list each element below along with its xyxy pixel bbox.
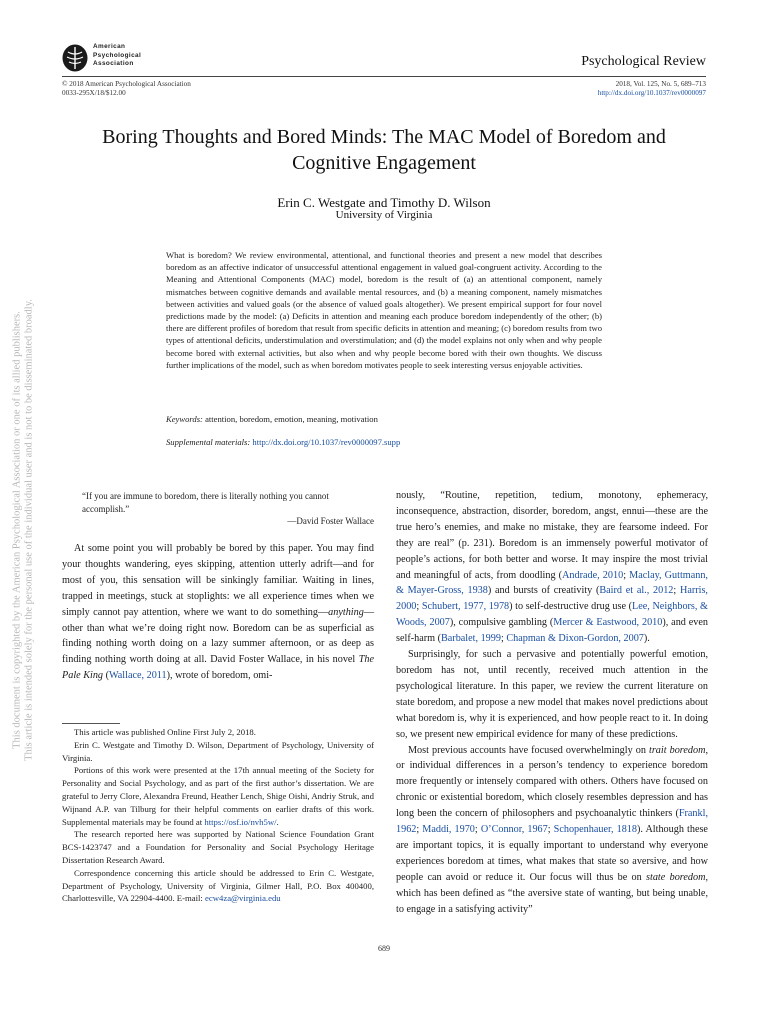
paragraph-1: nously, “Routine, repetition, tedium, monotony, ephemeracy, inconsequence, abstraction, disorder, boredom, angst, ennui—these are the true hero’s enemies, and make no mistake, they are fearsome indeed. For they are real” (p. 231). Boredom is an immensely powerful motivator of people’s actions, for both better and worse. It may inspire the most trivial and meaningful of acts, from doodling (Andrade, 2010; Maclay, Guttmann, & Mayer-Gross, 1938) and bursts of creativity (Baird et al., 2012; Harris, 2000; Schubert, 1977, 1978) to self-destructive drug use (Lee, Neighbors, & Woods, 2007), compulsive gambling (Mercer & Eastwood, 2010), and even self-harm (Barbalet, 1999; Chapman & Dixon-Gordon, 2007). — [396, 490, 708, 645]
citation-link[interactable]: Wallace, 2011 — [108, 670, 167, 682]
citation-link[interactable]: Frankl, 1962 — [396, 808, 708, 836]
epigraph-source: —David Foster Wallace — [287, 516, 374, 526]
citation-link[interactable]: O’Connor, 1967 — [480, 824, 548, 836]
footnote-publication: This article was published Online First July 2, 2018. — [74, 727, 256, 737]
footnote-funding: The research reported here was supported by National Science Foundation Grant BCS-1423747 and a Foundation for Personality and Social Psychology Heritage Dissertation Research Award. — [62, 829, 374, 865]
supp-link[interactable]: http://dx.doi.org/10.1037/rev0000097.supp — [252, 437, 401, 447]
citation-link[interactable]: Andrade, 2010 — [562, 569, 624, 581]
volume-info: 2018, Vol. 125, No. 5, 689–713 http://dx.doi.org/10.1037/rev0000097 — [597, 80, 706, 97]
journal-name: Psychological Review — [581, 54, 706, 69]
email-link[interactable]: ecw4za@virginia.edu — [205, 893, 281, 904]
epigraph-quote: “If you are immune to boredom, there is literally nothing you cannot accomplish.” — [82, 491, 329, 514]
citation-link[interactable]: Chapman & Dixon-Gordon, 2007 — [506, 633, 644, 645]
publisher-name: American Psychological Association — [93, 43, 142, 68]
doi-link[interactable]: http://dx.doi.org/10.1037/rev0000097 — [597, 89, 706, 97]
citation-link[interactable]: Maddi, 1970 — [422, 824, 475, 836]
footnote-rule — [62, 723, 120, 724]
citation-link[interactable]: Mercer & Eastwood, 2010 — [553, 617, 663, 629]
citation-link[interactable]: Schopenhauer, 1818 — [553, 824, 637, 836]
intro-paragraph: At some point you will probably be bored by this paper. You may find your thoughts wandering, eyes skipping, attention utterly adrift—and for most of you, this sensation will be sinkingly familiar. Waiting in lines, trapped in meetings, stuck at stoplights: we all experience times when we simply cannot pay attention, where we want to do something—anything—other than what we’re doing right now. Boredom can be as superficial as finding nothing worth doing on a lazy summer afternoon, or as deep as finding nothing worth doing at all. David Foster Wallace, in his novel The Pale King (Wallace, 2011), wrote of boredom, omi- — [62, 543, 374, 682]
header-rule — [62, 76, 706, 77]
osf-link[interactable]: https://osf.io/nvh5w/ — [204, 816, 277, 827]
supplemental-materials — [166, 437, 602, 447]
keywords — [166, 414, 602, 424]
citation-link[interactable]: Harris, 2000 — [396, 585, 708, 613]
paragraph-3: Most previous accounts have focused overwhelmingly on trait boredom, or individual differences in a person’s tendency to experience boredom more frequently or intensely compared with others. Others have focused on chronic or existential boredom, which closely resembles depression and has long been the concern of philosophers and psychoanalytic thinkers (Frankl, 1962; Maddi, 1970; O’Connor, 1967; Schopenhauer, 1818). Although these are important topics, it is equally important to understand why everyone experiences boredom at times, what makes that state so aversive, and how people can avoid or reduce it. Our focus will thus be on state boredom, which has been defined as “the aversive state of wanting, but being unable, to engage in a satisfying activity” — [396, 744, 709, 915]
apa-logo-icon — [62, 44, 88, 72]
footnote-acknowledgments: Portions of this work were presented at the 17th annual meeting of the Society for Personality and Social Psychology, and as part of the first author’s dissertation. We are grateful to Jerry Clore, Alexandra Freund, Heather Lench, Shige Oishi, Andriy Struk, and Wijnand A.P. van Tilburg for their helpful comments on earlier drafts of this work. Supplemental materials may be found at https://osf.io/nvh5w/. — [62, 765, 374, 827]
watermark-line-2: This article is intended solely for the personal use of the individual user and is not to be disseminated broadly. — [23, 299, 35, 761]
citation-link[interactable]: Maclay, Guttmann, & Mayer-Gross, 1938 — [396, 569, 708, 597]
supp-label: Supplemental materials: — [166, 437, 251, 447]
footnote-affiliation: Erin C. Westgate and Timothy D. Wilson, Department of Psychology, University of Virginia. — [62, 739, 374, 763]
page-number: 689 — [378, 944, 390, 953]
author-note — [62, 726, 374, 905]
footnote-correspondence: Correspondence concerning this article should be addressed to Erin C. Westgate, Department of Psychology, University of Virginia, Gilmer Hall, P.O. Box 400400, Charlottesville, VA 22904-4400. E-mail: ecw4za@virginia.edu — [62, 867, 374, 904]
article-title: Boring Thoughts and Bored Minds: The MAC Model of Boredom and Cognitive Engagement — [102, 126, 666, 174]
affiliation: University of Virginia — [335, 209, 433, 221]
copyright-watermark — [0, 250, 40, 810]
citation-link[interactable]: Lee, Neighbors, & Woods, 2007 — [396, 601, 708, 629]
citation-link[interactable]: Baird et al., 2012 — [599, 585, 674, 597]
citation-link[interactable]: Barbalet, 1999 — [440, 633, 501, 645]
author-list: Erin C. Westgate and Timothy D. Wilson — [277, 195, 491, 210]
abstract: What is boredom? We review environmental, attentional, and functional theories and present a new model that describes boredom as an affective indicator of unsuccessful attentional engagement in valued goal-congruent activity. According to the Meaning and Attentional Components (MAC) model, boredom is the result of (a) an attentional component, namely mismatches between cognitive demands and available mental resources, and (b) a meaning component, namely mismatches between activities and valued goals (or the absence of valued goals altogether). We present empirical support for four novel predictions made by the model: (a) Deficits in attention and meaning each produce boredom independently of the other; (b) there are different profiles of boredom that result from specific deficits in attention and meaning; (c) boredom results from two types of attentional deficits, understimulation and overstimulation; and (d) the model explains not only when and why people become bored with external activities, but also when and why people become bored with their own thoughts. We discuss further implications of the model, such as when boredom motivates people to seek interesting versus enjoyable activities. — [166, 250, 602, 370]
paragraph-2: Surprisingly, for such a pervasive and potentially powerful emotion, boredom has not, until recently, received much attention in the psychological literature. In this paper, we review the current literature on state boredom, and propose a new model that makes novel predictions about what boredom is, why it is experienced, and how people react to it. In doing so, we present new empirical evidence for many of these predictions. — [396, 649, 708, 740]
watermark-line-1: This document is copyrighted by the American Psychological Association or one of its allied publishers. — [11, 311, 23, 749]
copyright-info: © 2018 American Psychological Association 0033-295X/18/$12.00 — [62, 80, 191, 97]
keywords-label: Keywords: — [166, 414, 203, 424]
right-column-body — [396, 488, 708, 917]
left-column-body — [62, 541, 374, 684]
citation-link[interactable]: Schubert, 1977, 1978 — [421, 601, 510, 613]
keywords-list: attention, boredom, emotion, meaning, motivation — [205, 414, 378, 424]
